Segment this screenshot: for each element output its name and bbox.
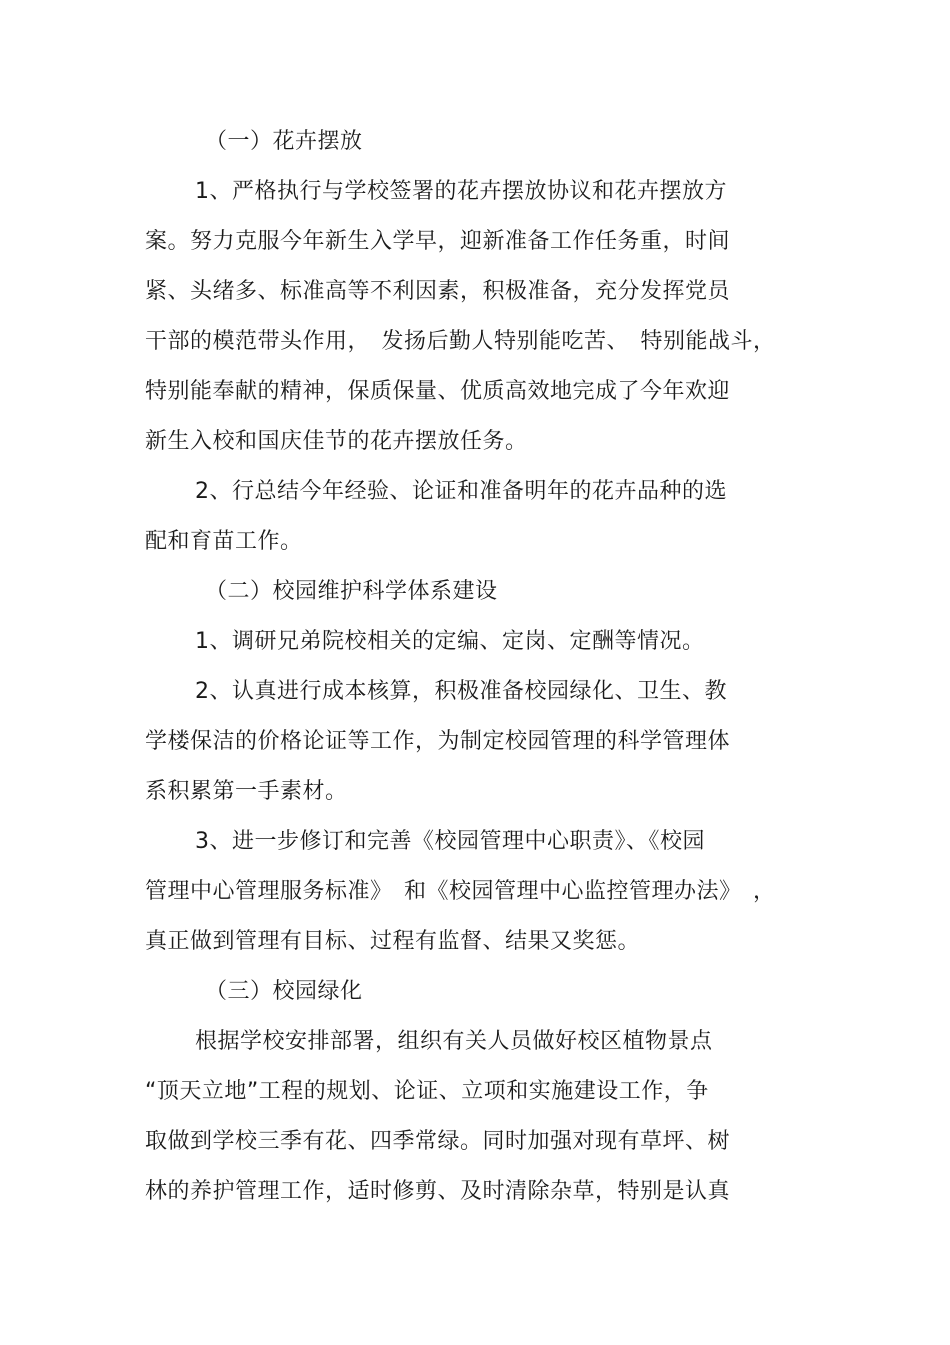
- paragraph-line: 学楼保洁的价格论证等工作，为制定校园管理的科学管理体: [145, 729, 731, 754]
- section-heading-flower-arrangement: （一）花卉摆放: [205, 129, 363, 154]
- paragraph-line: “顶天立地”工程的规划、论证、立项和实施建设工作，争: [145, 1079, 709, 1104]
- paragraph-line: 特别能奉献的精神，保质保量、优质高效地完成了今年欢迎: [145, 379, 731, 404]
- paragraph-line: 管理中心管理服务标准》 和《校园管理中心监控管理办法》 ，: [145, 879, 776, 904]
- paragraph-line: 紧、头绪多、标准高等不利因素，积极准备，充分发挥党员: [145, 279, 731, 304]
- paragraph-line: 案。努力克服今年新生入学早，迎新准备工作任务重，时间: [145, 229, 731, 254]
- paragraph-line: 3、进一步修订和完善《校园管理中心职责》、《校园: [195, 829, 705, 854]
- paragraph-line: 取做到学校三季有花、四季常绿。同时加强对现有草坪、树: [145, 1129, 731, 1154]
- paragraph-line: 根据学校安排部署，组织有关人员做好校区植物景点: [195, 1029, 713, 1054]
- paragraph-line: 新生入校和国庆佳节的花卉摆放任务。: [145, 429, 528, 454]
- paragraph-line: 2、行总结今年经验、论证和准备明年的花卉品种的选: [195, 479, 727, 504]
- paragraph-line: 干部的模范带头作用， 发扬后勤人特别能吃苦、 特别能战斗，: [145, 329, 776, 354]
- paragraph-line: 配和育苗工作。: [145, 529, 303, 554]
- paragraph-line: 林的养护管理工作，适时修剪、及时清除杂草，特别是认真: [145, 1179, 731, 1204]
- paragraph-line: 1、调研兄弟院校相关的定编、定岗、定酬等情况。: [195, 629, 705, 654]
- section-heading-campus-greening: （三）校园绿化: [205, 979, 363, 1004]
- section-heading-campus-maintenance: （二）校园维护科学体系建设: [205, 579, 498, 604]
- paragraph-line: 真正做到管理有目标、过程有监督、结果又奖惩。: [145, 929, 641, 954]
- paragraph-line: 系积累第一手素材。: [145, 779, 348, 804]
- paragraph-line: 2、认真进行成本核算，积极准备校园绿化、卫生、教: [195, 679, 727, 704]
- paragraph-line: 1、严格执行与学校签署的花卉摆放协议和花卉摆放方: [195, 179, 727, 204]
